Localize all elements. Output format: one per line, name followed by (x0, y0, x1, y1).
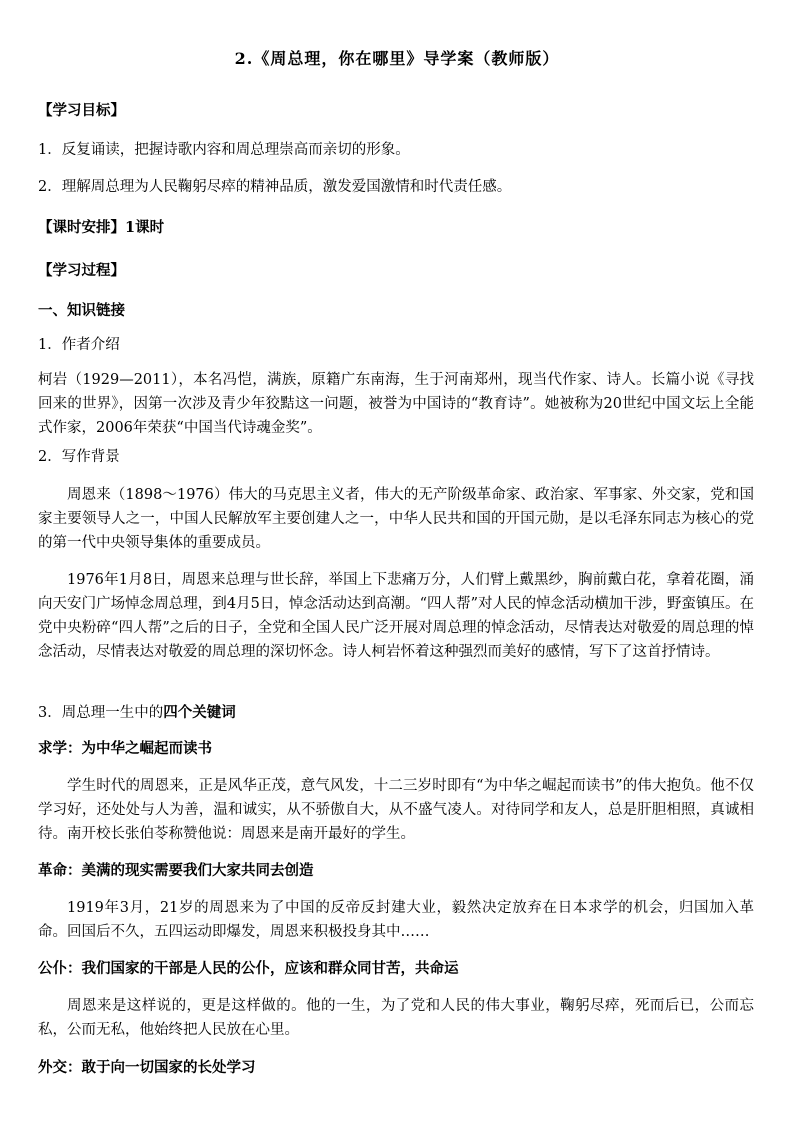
knowledge-link-heading: 一、知识链接 (38, 302, 125, 319)
objectives-heading: 【学习目标】 (38, 102, 125, 119)
schedule-value: 1课时 (125, 219, 165, 236)
page-title: 2.《周总理，你在哪里》导学案（教师版） (234, 49, 560, 68)
keyword-text-revolution: 1919年3月，21岁的周恩来为了中国的反帝反封建大业，毅然决定放弃在日本求学的机会，归国加入革命。回国后不久，五四运动即爆发，周恩来积极投身其中…… (38, 900, 754, 940)
author-paragraph: 柯岩（1929—2011），本名冯恺，满族，原籍广东南海，生于河南郑州，现当代作家、诗人。长篇小说《寻找回来的世界》，因第一次涉及青少年狡黠这一问题，被誉为中国诗的“教育诗”。她被称为20世纪中国文坛上全能式作家，2006年荣获“中国当代诗魂金奖”。 (38, 372, 754, 436)
schedule-heading: 【课时安排】 (38, 219, 125, 236)
keyword-text-servant: 周恩来是这样说的，更是这样做的。他的一生，为了党和人民的伟大事业，鞠躬尽瘁，死而后已，公而忘私，公而无私，他始终把人民放在心里。 (38, 998, 754, 1038)
keywords-heading-prefix: 3．周总理一生中的 (38, 705, 164, 721)
keyword-heading-revolution: 革命：美满的现实需要我们大家共同去创造 (38, 862, 314, 879)
keywords-heading-bold: 四个关键词 (163, 704, 236, 721)
keywords-heading (38, 702, 754, 724)
process-heading: 【学习过程】 (38, 262, 125, 279)
keyword-heading-diplomacy: 外交：敢于向一切国家的长处学习 (38, 1059, 256, 1076)
keyword-heading-servant: 公仆：我们国家的干部是人民的公仆，应该和群众同甘苦，共命运 (38, 960, 459, 977)
schedule-line (38, 217, 754, 239)
background-paragraph-2: 1976年1月8日，周恩来总理与世长辞，举国上下悲痛万分，人们臂上戴黑纱，胸前戴白花，拿着花圈，涌向天安门广场悼念周总理，到4月5日，悼念活动达到高潮。“四人帮”对人民的悼念活动横加干涉，野蛮镇压。在党中央粉碎“四人帮”之后的日子，全党和全国人民广泛开展对周总理的悼念活动，尽情表达对敬爱的周总理的悼念活动，尽情表达对敬爱的周总理的深切怀念。诗人柯岩怀着这种强烈而美好的感情，写下了这首抒情诗。 (38, 572, 754, 660)
background-paragraph-1: 周恩来（1898～1976）伟大的马克思主义者，伟大的无产阶级革命家、政治家、军事家、外交家，党和国家主要领导人之一，中国人民解放军主要创建人之一，中华人民共和国的开国元勋，是以毛泽东同志为核心的党的第一代中央领导集体的重要成员。 (38, 487, 754, 551)
keyword-heading-study: 求学：为中华之崛起而读书 (38, 740, 212, 757)
objective-item-2: 2．理解周总理为人民鞠躬尽瘁的精神品质，激发爱国激情和时代责任感。 (38, 179, 512, 195)
objective-item-1: 1．反复诵读，把握诗歌内容和周总理崇高而亲切的形象。 (38, 142, 410, 158)
keyword-text-study: 学生时代的周恩来，正是风华正茂，意气风发，十二三岁时即有“为中华之崛起而读书”的伟大抱负。他不仅学习好，还处处与人为善，温和诚实，从不骄傲自大，从不盛气凌人。对待同学和友人，总是肝胆相照，真诚相待。南开校长张伯苓称赞他说：周恩来是南开最好的学生。 (38, 778, 754, 842)
background-heading: 2．写作背景 (38, 449, 120, 465)
author-heading: 1．作者介绍 (38, 337, 120, 353)
